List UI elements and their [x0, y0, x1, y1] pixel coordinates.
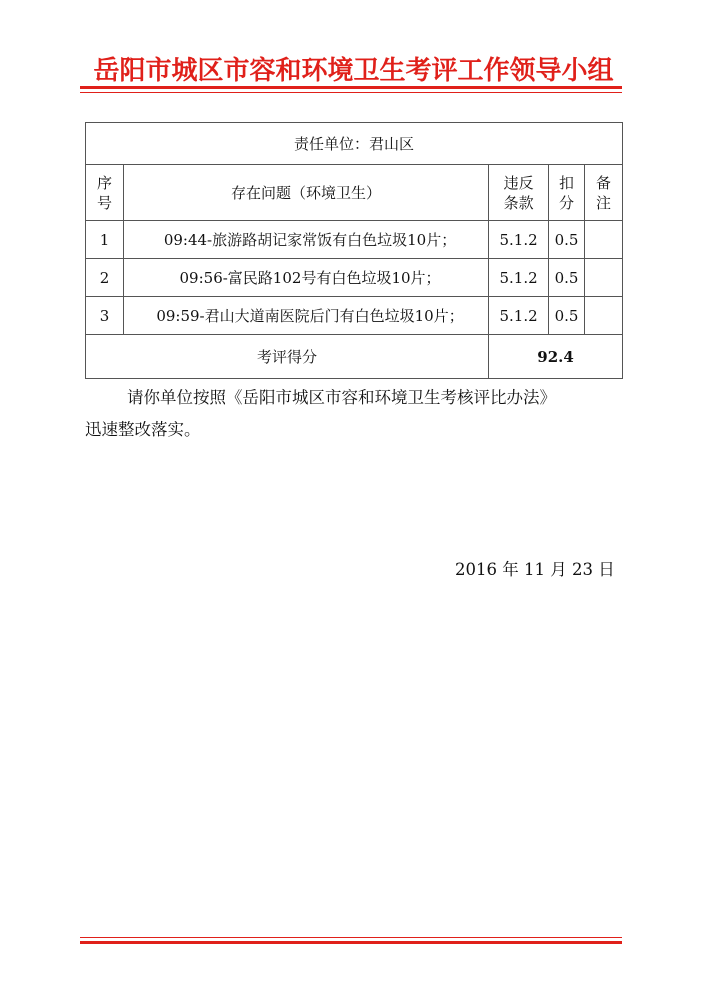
- row-note: [585, 297, 623, 335]
- col-header-clause: 违反条款: [489, 165, 549, 221]
- row-note: [585, 259, 623, 297]
- unit-label: 责任单位：君山区: [86, 123, 623, 165]
- row-issue: 09:44-旅游路胡记家常饭有白色垃圾10片；: [123, 221, 488, 259]
- row-note: [585, 221, 623, 259]
- inspection-table: [85, 122, 623, 379]
- score-row: [86, 335, 623, 379]
- table-row: [86, 259, 623, 297]
- row-seq: 3: [86, 297, 124, 335]
- score-label: 考评得分: [86, 335, 489, 379]
- issue-date: 2016 年 11 月 23 日: [455, 560, 615, 579]
- header-rule-thin: [80, 92, 622, 93]
- col-header-note: 备注: [585, 165, 623, 221]
- row-issue: 09:56-富民路102号有白色垃圾10片；: [123, 259, 488, 297]
- score-value: 92.4: [489, 335, 623, 379]
- table-row: [86, 221, 623, 259]
- footer-rule-thin: [80, 937, 622, 938]
- instruction-line-2: 迅速整改落实。: [85, 420, 201, 439]
- row-issue: 09:59-君山大道南医院后门有白色垃圾10片；: [123, 297, 488, 335]
- col-header-deduct: 扣分: [549, 165, 585, 221]
- row-seq: 2: [86, 259, 124, 297]
- footer-rule-thick: [80, 941, 622, 944]
- document-title: 岳阳市城区市容和环境卫生考评工作领导小组: [93, 56, 614, 86]
- row-clause: 5.1.2: [489, 259, 549, 297]
- row-deduct: 0.5: [549, 297, 585, 335]
- row-clause: 5.1.2: [489, 221, 549, 259]
- table-row: [86, 297, 623, 335]
- col-header-issue: 存在问题（环境卫生）: [123, 165, 488, 221]
- row-clause: 5.1.2: [489, 297, 549, 335]
- header-row: [86, 165, 623, 221]
- instruction-line-1: 请你单位按照《岳阳市城区市容和环境卫生考核评比办法》: [127, 388, 556, 407]
- row-deduct: 0.5: [549, 221, 585, 259]
- row-deduct: 0.5: [549, 259, 585, 297]
- unit-row: [86, 123, 623, 165]
- col-header-seq: 序号: [86, 165, 124, 221]
- row-seq: 1: [86, 221, 124, 259]
- header-rule-thick: [80, 86, 622, 89]
